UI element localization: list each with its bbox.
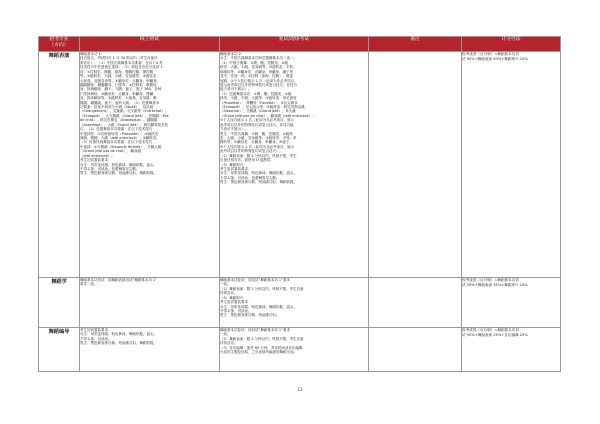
- text-line: 女生：吊带连体服、粉色裤袜、舞蹈软鞋，盘头，: [220, 304, 297, 309]
- text-line: ⑦个人技巧展示 1 次（此项为非必考项目，展示: [220, 118, 295, 123]
- text-line: 伴奏音乐。: [220, 291, 238, 296]
- text-line: 不带头饰，可淡妆。: [220, 308, 252, 313]
- text-line: 身、探海翻身、蹦子、飞脚、旋子、旋子 360、各种: [80, 87, 162, 92]
- text-line: 不带头饰，可淡妆。: [80, 336, 112, 341]
- text-line: （1）中国古典舞：①踢、搬、控腿类；②跳: [220, 60, 289, 65]
- text-line: 跃类：小跳、中跳、大跳等；③旋转类：单足旋转: [220, 96, 297, 101]
- text-line: 小品的主题及结构，之后表演所编创的舞蹈小品。: [220, 350, 297, 355]
- text-line: 女生：中国古典舞基本功和芭蕾舞基本功二选一。: [220, 56, 297, 61]
- text-line: 舞蹈基本功复试：同初试“舞蹈基本功 1”要求: [220, 278, 290, 282]
- text-line: 试 55%+舞蹈表演 35%+舞蹈即兴 10%: [462, 283, 528, 287]
- text-line: （Grand jeté pas de chat）、翻身跳（Jeté entrelacé）；: [220, 113, 316, 118]
- major-name: 舞蹈表演: [39, 52, 80, 278]
- text-line: 单腿转等；④翻身类：点翻身、串翻身、蹦子等: [220, 69, 294, 74]
- text-line: 类：大跳、小跳、变身跳等；③旋转类：平转、单: [220, 136, 297, 141]
- text-line: 中选择：②分腿跳（Sissonne fermée）、分腿大跳: [80, 144, 162, 149]
- text-line: 不带头饰、可淡妆，芭蕾舞需足尖鞋。: [80, 166, 140, 171]
- text-line: 男生：黑色紧身练功裤、短袖练功衫、舞蹈软鞋。: [220, 180, 297, 185]
- text-line: （Jeté entrelacé）。: [80, 153, 115, 158]
- table-row: [39, 278, 561, 328]
- text-line: 舞蹈基本功 2：: [220, 52, 245, 56]
- text-line: 扫堂探海转；③翻身类：点翻身、串翻身、慢翻: [80, 91, 154, 96]
- text-line: 技术技巧中任意规定选择；（2）需包含首至少选择 1: [80, 65, 163, 70]
- text-line: （3）民族民间舞基本功要素：在以下技术技巧: [80, 140, 153, 145]
- text-line: 自备伴奏音乐，需使用 U 盘携带。: [220, 158, 274, 163]
- text-line: 弹跳、踢腿、大跳（Jeté entrelacé）；③翻转类。: [80, 136, 160, 141]
- text-line: 展示此考项目以外的特殊技巧或复合技巧，非技巧: [220, 82, 297, 87]
- text-line: 此考项目以外的特殊技巧或复合技巧，非技巧能: [220, 122, 294, 127]
- text-line: 男生：黑色紧身练功裤、短袖练功衫、舞蹈软鞋。: [80, 341, 157, 346]
- text-line: （Échappé）、大分腿跳（Grand jeté）、控腿跳（Pas: [80, 113, 169, 118]
- text-line: 冠跳；②个人技巧展示 1 次（此项为非必考项目，: [220, 78, 298, 83]
- text-line: de chat）、阿拉贝斯克（Arabesque）、踹腿跳: [80, 118, 158, 123]
- text-line: 等；②跳跃类：大跳、小跳、变身跳等；③旋转类：: [80, 74, 160, 79]
- text-line: 一致。: [220, 332, 231, 337]
- text-line: 能力者可不展示）。: [220, 87, 252, 92]
- text-line: 考生复试着装要求：: [220, 300, 252, 305]
- text-line: 女生：吊带连体服、粉色裤袜、舞蹈软鞋，盘头，: [80, 332, 157, 337]
- text-line: （2）舞蹈表演：限 2 分钟以内，风格不限，考生自备: [220, 286, 304, 291]
- header-major: 招考专业 （方向）: [39, 37, 80, 52]
- text-line: 奏音乐）。（1）中国古典舞基本功要素：在以下4 类: [80, 60, 163, 65]
- text-line: （Assemblé）、大跳（Grand jeté）、侧空翻等技术技: [80, 122, 168, 127]
- text-line: 男生：中国古典舞：①踢、搬、控腿类；②跳跃: [220, 131, 293, 136]
- text-line: （Grand jeté pas de chat）、翻身跳: [80, 149, 142, 154]
- text-line: 试 50%+舞蹈表演 50%+舞蹈即兴 10%: [462, 57, 528, 61]
- text-line: 伴奏音乐。: [220, 341, 238, 346]
- text-line: 功要素：包括中间部分小跳（Sauté）、双足跳: [80, 105, 154, 110]
- text-line: 项：①控制类：踢腿、探海、搬腿控腿、撩控腿: [80, 69, 154, 74]
- text-line: （2）舞蹈表演：限 2 分钟以内，风格不限，考生: [220, 153, 297, 158]
- text-line: （3）音乐编舞：备考 60 分钟，考试时间适音乐编舞: [220, 345, 303, 350]
- text-line: 舞蹈基本功初试：同舞蹈表演初试“舞蹈基本功 1”: [80, 278, 157, 282]
- scoring-cell: [462, 328, 561, 372]
- table-header-row: [39, 37, 561, 52]
- text-line: 校考成绩（百分制）=舞蹈基本功初: [462, 328, 519, 332]
- table-row: [39, 328, 561, 372]
- remark-cell: [369, 52, 462, 278]
- text-line: 不带头饰，可淡妆，芭蕾舞需足尖鞋。: [220, 175, 280, 180]
- admission-table-container: [38, 36, 560, 372]
- text-line: 考生复试着装要求：: [220, 166, 252, 171]
- text-line: 要求一致。: [80, 282, 98, 287]
- text-line: 力者可不展示）。: [220, 127, 248, 132]
- text-line: 此考项目以外的特殊技巧或复合技巧）。: [220, 149, 283, 154]
- text-line: 舞蹈基本功 1：: [80, 52, 105, 56]
- text-line: （Pirouette）、挥鞭转（Fouetté）；④足尖碎步: [220, 100, 298, 105]
- text-line: 校考成绩（百分制）=舞蹈基本功初: [462, 52, 519, 56]
- major-name: 舞蹈学: [39, 278, 80, 328]
- header-scoring: 计分办法: [462, 37, 561, 52]
- text-line: （Sissonne）、分腿跳（Grand jeté）；⑥大跳: [220, 109, 296, 114]
- text-line: 其中，任选一项。①控制（探海、控腿），膝盖: [220, 74, 294, 79]
- text-line: 校考成绩（百分制）=舞蹈基本功初: [462, 278, 519, 282]
- text-line: （3）舞蹈即兴。: [220, 162, 247, 167]
- text-line: 考生初试着装要求：: [80, 328, 112, 332]
- scoring-cell: [462, 52, 561, 278]
- text-line: 舞蹈基本功复试：同初试“舞蹈基本功 1”要求: [220, 328, 290, 332]
- header-initial-exam: 线上初试: [80, 37, 220, 52]
- remark-cell: [369, 278, 462, 328]
- remark-cell: [369, 328, 462, 372]
- text-line: （2）芭蕾舞基本功：①踢、搬、控腿类；②跳: [220, 91, 292, 96]
- text-line: （2）舞蹈表演：限 2 分钟以内，风格不限，考生自备: [220, 336, 304, 341]
- initial-exam-cell: [80, 278, 220, 328]
- initial-exam-cell: [80, 52, 220, 278]
- text-line: 考生初试着装要求：: [80, 158, 112, 163]
- text-line: 身、探身翻身等；④跳跃类：大射燕、变身跳、吸: [80, 96, 157, 101]
- text-line: 女生：吊带连体服、粉色裤袜、舞蹈软鞋，盘头，: [80, 162, 157, 167]
- text-line: 女生：吊带连体服、粉色裤袜、舞蹈软鞋，盘头，: [220, 171, 297, 176]
- text-line: 腿转等；④翻身类：点翻身、串翻身；⑤旋子；: [220, 140, 293, 145]
- major-name: 舞蹈编导: [39, 328, 80, 372]
- text-line: 技巧组合，考试时长 1 分 30 秒以内（考生自备伴: [80, 56, 158, 61]
- text-line: 蹦跳翻身、涮腰翻身、扫堂等。②控制类：吸腿转: [80, 82, 157, 87]
- text-line: 中选择性：①各种旋转类（Pirouette）；②跳跃类：: [80, 131, 162, 136]
- text-line: （3）舞蹈即兴: [220, 295, 244, 300]
- text-line: 大射燕、变腿变身等；④翻身类：点翻身、串翻身、: [80, 78, 161, 83]
- retest-exam-cell: [220, 328, 369, 372]
- text-line: 试 50%+舞蹈表演 25%+音乐编舞 25%: [462, 333, 528, 337]
- text-line: 巧。（2）芭蕾舞基本功要素：在以下技术技巧: [80, 127, 153, 132]
- header-remark: 备注: [369, 37, 462, 52]
- text-line: ⑥个人技巧展示 1 次（此项为非必考项目，展示: [220, 144, 295, 149]
- text-line: 男生：黑色紧身练功裤、短袖练功衫。: [220, 313, 280, 318]
- text-line: （Changement）、变换跳、交叉跳等（Entrechat）、: [80, 109, 169, 114]
- text-line: 腿跳、涮腰跳、旋子、旋转大跳。（2）芭蕾舞基本: [80, 100, 160, 105]
- scoring-cell: [462, 278, 561, 328]
- retest-exam-cell: [220, 52, 369, 278]
- text-line: 男生：黑色紧身练功裤、短袖练功衫、舞蹈软鞋。: [80, 171, 157, 176]
- text-line: 跃类：大跳、小跳、变身跳等；③旋转类：平转、: [220, 65, 297, 70]
- page-number: 13: [297, 387, 303, 392]
- text-line: 一致。: [220, 282, 231, 287]
- retest-exam-cell: [220, 278, 369, 328]
- text-line: （Échappé）、足尖组合等；⑤跳跃类：阿拉贝斯克跳: [220, 105, 305, 110]
- table-row: [39, 52, 561, 278]
- header-retest-exam: 复试/现场考试: [220, 37, 369, 52]
- admission-table: [38, 36, 561, 372]
- initial-exam-cell: [80, 328, 220, 372]
